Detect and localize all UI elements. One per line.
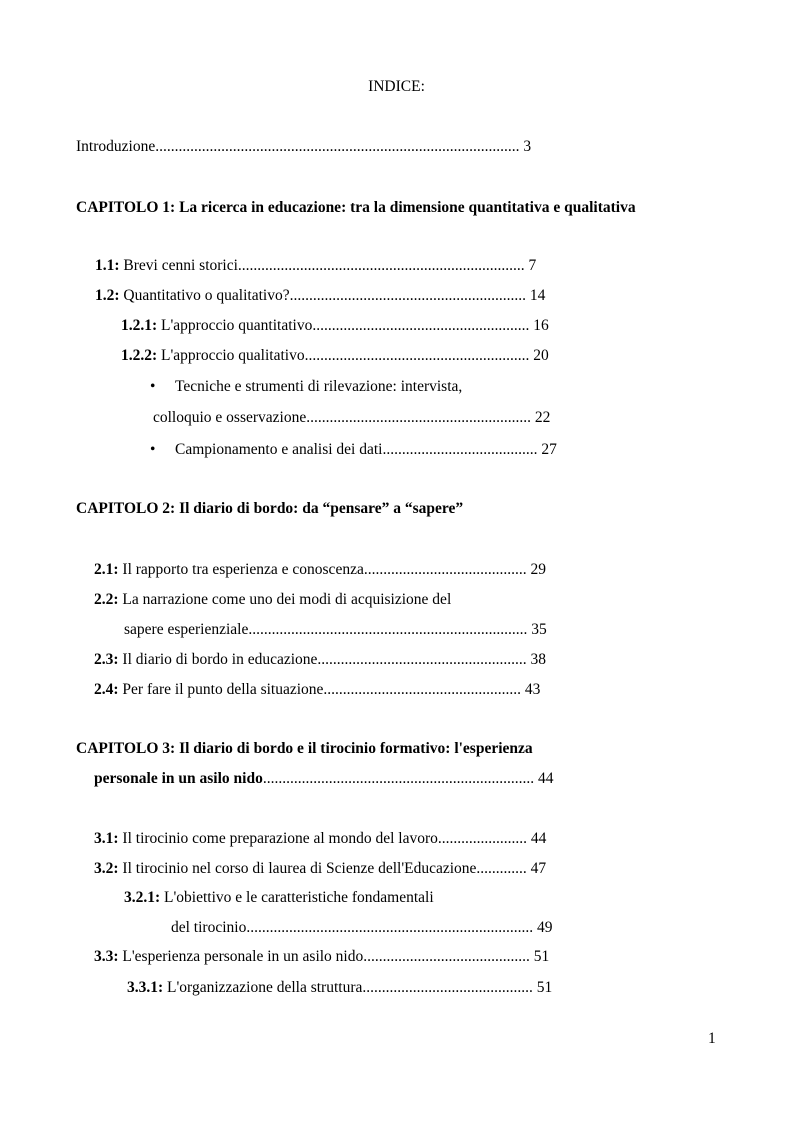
entry-text: Il rapporto tra esperienza e conoscenza.......................................... 29 [122, 561, 546, 578]
toc-entry-2-1 [94, 560, 546, 580]
page-title: INDICE: [368, 78, 425, 95]
entry-text: Quantitativo o qualitativo?............................................................. 14 [123, 287, 546, 304]
entry-text: L'organizzazione della struttura............................................ 51 [167, 979, 553, 996]
entry-text: Il tirocinio come preparazione al mondo del lavoro....................... 44 [122, 830, 547, 847]
entry-text: Il tirocinio nel corso di laurea di Scienze dell'Educazione............. 47 [122, 860, 547, 877]
toc-bullet-1-cont: colloquio e osservazione.......................................................... 22 [153, 409, 551, 426]
toc-entry-1-2 [95, 286, 545, 306]
toc-entry-3-2-1 [124, 888, 434, 908]
toc-entry-2-2-cont: sapere esperienziale........................................................................ 35 [124, 621, 547, 638]
chapter-label: CAPITOLO 2: [76, 500, 176, 517]
page-number: 1 [708, 1030, 716, 1047]
entry-number: 3.2: [94, 860, 119, 877]
entry-text: Brevi cenni storici.......................................................................... 7 [123, 257, 537, 274]
chapter-dots: ...................................................................... 44 [262, 770, 554, 787]
entry-number: 3.1: [94, 830, 119, 847]
toc-entry-3-1 [94, 829, 546, 849]
toc-entry-1-2-1 [121, 316, 549, 336]
entry-text: L'approccio quantitativo........................................................ 16 [161, 317, 549, 334]
bullet-icon: • [150, 378, 156, 395]
toc-intro: Introduzione.............................................................................................. 3 [76, 138, 532, 155]
toc-entry-1-2-2 [121, 346, 549, 366]
toc-entry-3-3 [94, 947, 549, 967]
chapter-1-heading [76, 198, 636, 218]
entry-number: 3.3: [94, 948, 119, 965]
chapter-title: Il diario di bordo e il tirocinio formativo: l'esperienza [179, 740, 533, 757]
entry-number: 1.2: [95, 287, 120, 304]
toc-entry-3-2 [94, 859, 546, 879]
entry-text: L'approccio qualitativo.......................................................... 20 [161, 347, 549, 364]
toc-entry-3-3-1 [127, 978, 552, 998]
toc-entry-3-2-1-cont: del tirocinio.......................................................................... 49 [171, 919, 553, 936]
chapter-2-heading [76, 499, 463, 519]
toc-bullet-2: Campionamento e analisi dei dati........................................ 27 [175, 441, 557, 458]
chapter-3-heading [76, 739, 533, 759]
toc-entry-2-4 [94, 680, 540, 700]
toc-entry-2-2 [94, 590, 451, 610]
entry-number: 3.2.1: [124, 889, 161, 906]
entry-number: 1.2.1: [121, 317, 158, 334]
toc-entry-2-3 [94, 650, 546, 670]
chapter-title: Il diario di bordo: da “pensare” a “sapere” [179, 500, 464, 517]
entry-number: 2.1: [94, 561, 119, 578]
chapter-label: CAPITOLO 3: [76, 740, 176, 757]
entry-number: 2.4: [94, 681, 119, 698]
chapter-3-heading-cont [94, 769, 553, 789]
entry-text: Per fare il punto della situazione................................................... 43 [122, 681, 541, 698]
entry-text: L'obiettivo e le caratteristiche fondamentali [164, 889, 434, 906]
bullet-icon: • [150, 441, 156, 458]
entry-text: Il diario di bordo in educazione...................................................... 38 [122, 651, 547, 668]
entry-number: 1.1: [95, 257, 120, 274]
entry-number: 2.3: [94, 651, 119, 668]
chapter-title-cont: personale in un asilo nido [94, 770, 263, 787]
chapter-title: La ricerca in educazione: tra la dimensione quantitativa e qualitativa [179, 199, 636, 216]
entry-number: 3.3.1: [127, 979, 164, 996]
entry-number: 1.2.2: [121, 347, 158, 364]
entry-text: L'esperienza personale in un asilo nido........................................... 51 [122, 948, 550, 965]
toc-bullet-1: Tecniche e strumenti di rilevazione: intervista, [175, 378, 463, 395]
toc-entry-1-1 [95, 256, 536, 276]
entry-number: 2.2: [94, 591, 119, 608]
chapter-label: CAPITOLO 1: [76, 199, 176, 216]
entry-text: La narrazione come uno dei modi di acquisizione del [122, 591, 452, 608]
